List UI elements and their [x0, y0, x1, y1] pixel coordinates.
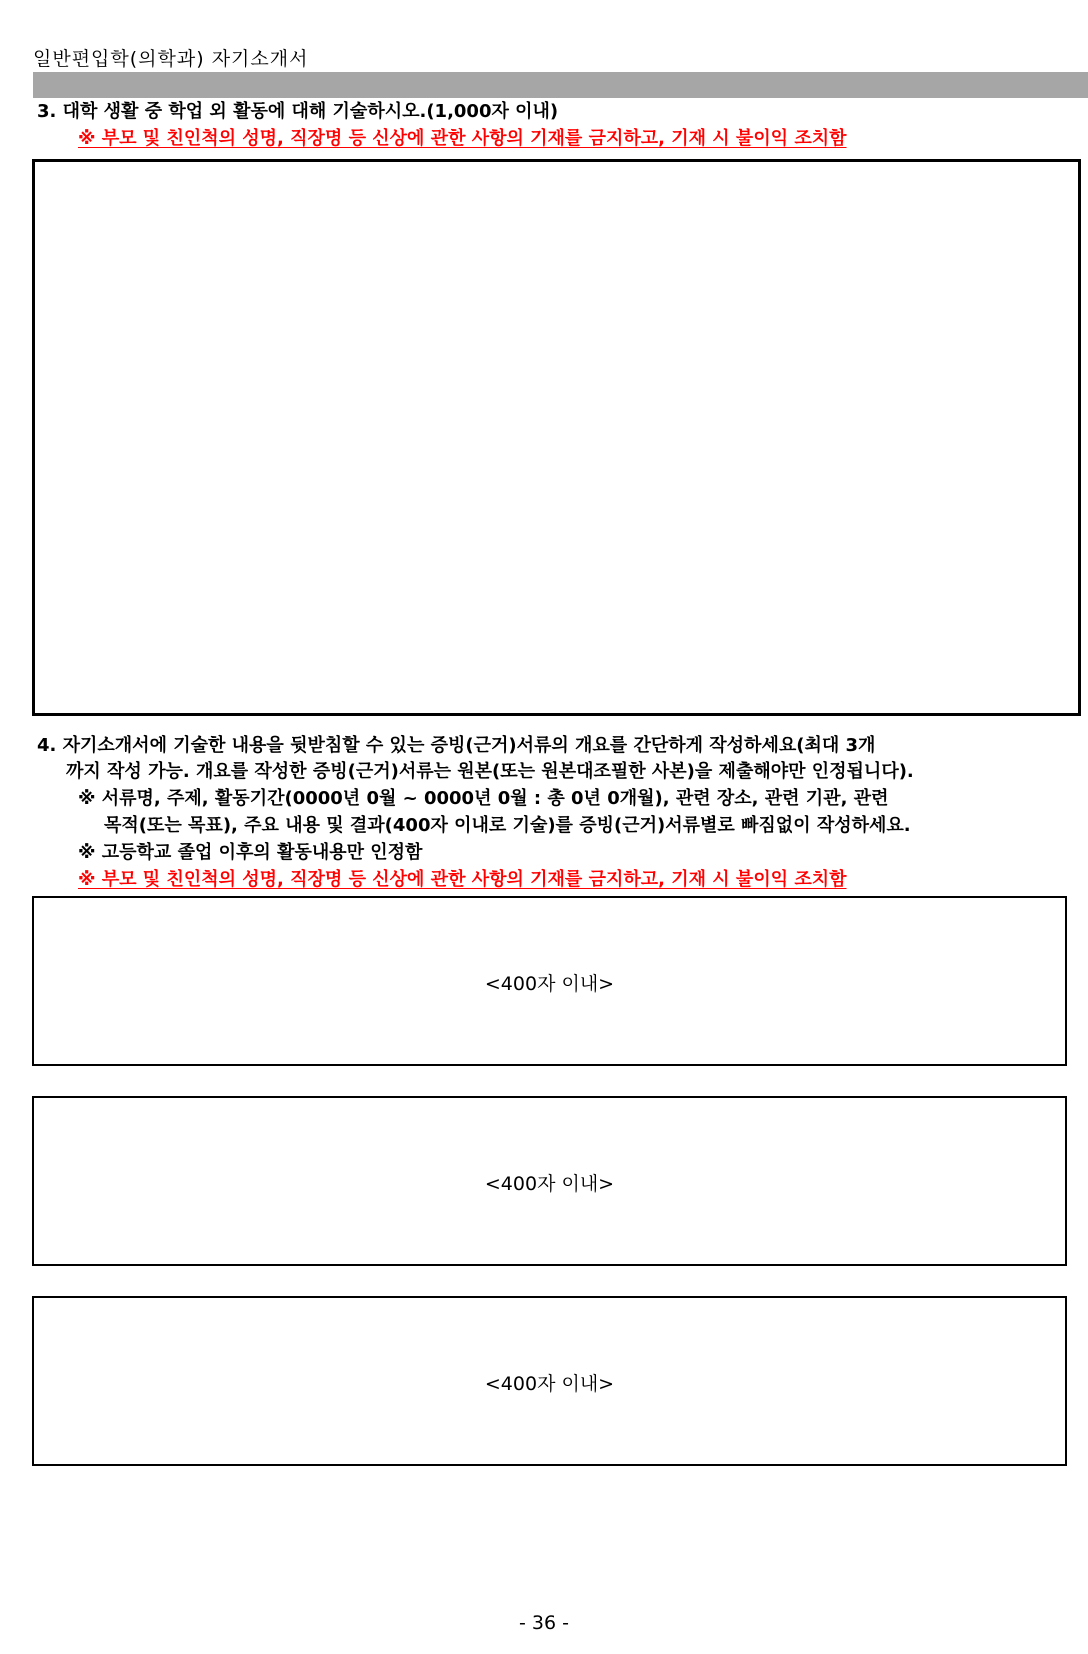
evidence-box-1[interactable] [32, 896, 1067, 1066]
header-divider-bar [33, 72, 1088, 98]
evidence-box-1-hint: <400자 이내> [484, 973, 615, 995]
section4-note1-line2: 목적(또는 목표), 주요 내용 및 결과(400자 이내로 기술)를 증빙(근거)서류별로 빠짐없이 작성하세요. [104, 815, 911, 836]
section3-warning: ※ 부모 및 친인척의 성명, 직장명 등 신상에 관한 사항의 기재를 금지하고, 기재 시 불이익 조치함 [78, 128, 847, 149]
evidence-box-2-hint: <400자 이내> [484, 1173, 615, 1195]
evidence-box-2[interactable] [32, 1096, 1067, 1266]
section4-question-line2: 까지 작성 가능. 개요를 작성한 증빙(근거)서류는 원본(또는 원본대조필한 사본)을 제출해야만 인정됩니다). [66, 761, 914, 782]
evidence-box-3[interactable] [32, 1296, 1067, 1466]
document-header-title: 일반편입학(의학과) 자기소개서 [33, 48, 309, 70]
section3-question: 3. 대학 생활 중 학업 외 활동에 대해 기술하시오.(1,000자 이내) [37, 101, 559, 122]
evidence-box-3-hint: <400자 이내> [484, 1373, 615, 1395]
section4-note1-line1: ※ 서류명, 주제, 활동기간(0000년 0월 ~ 0000년 0월 : 총 0년 0개월), 관련 장소, 관련 기관, 관련 [78, 788, 889, 809]
page-number: - 36 - [519, 1612, 569, 1634]
section4-question-line1: 4. 자기소개서에 기술한 내용을 뒷받침할 수 있는 증빙(근거)서류의 개요를 간단하게 작성하세요(최대 3개 [37, 735, 876, 756]
section4-note2: ※ 고등학교 졸업 이후의 활동내용만 인정함 [78, 842, 423, 863]
section4-warning: ※ 부모 및 친인척의 성명, 직장명 등 신상에 관한 사항의 기재를 금지하고, 기재 시 불이익 조치함 [78, 869, 847, 890]
section3-answer-box[interactable] [32, 159, 1081, 716]
